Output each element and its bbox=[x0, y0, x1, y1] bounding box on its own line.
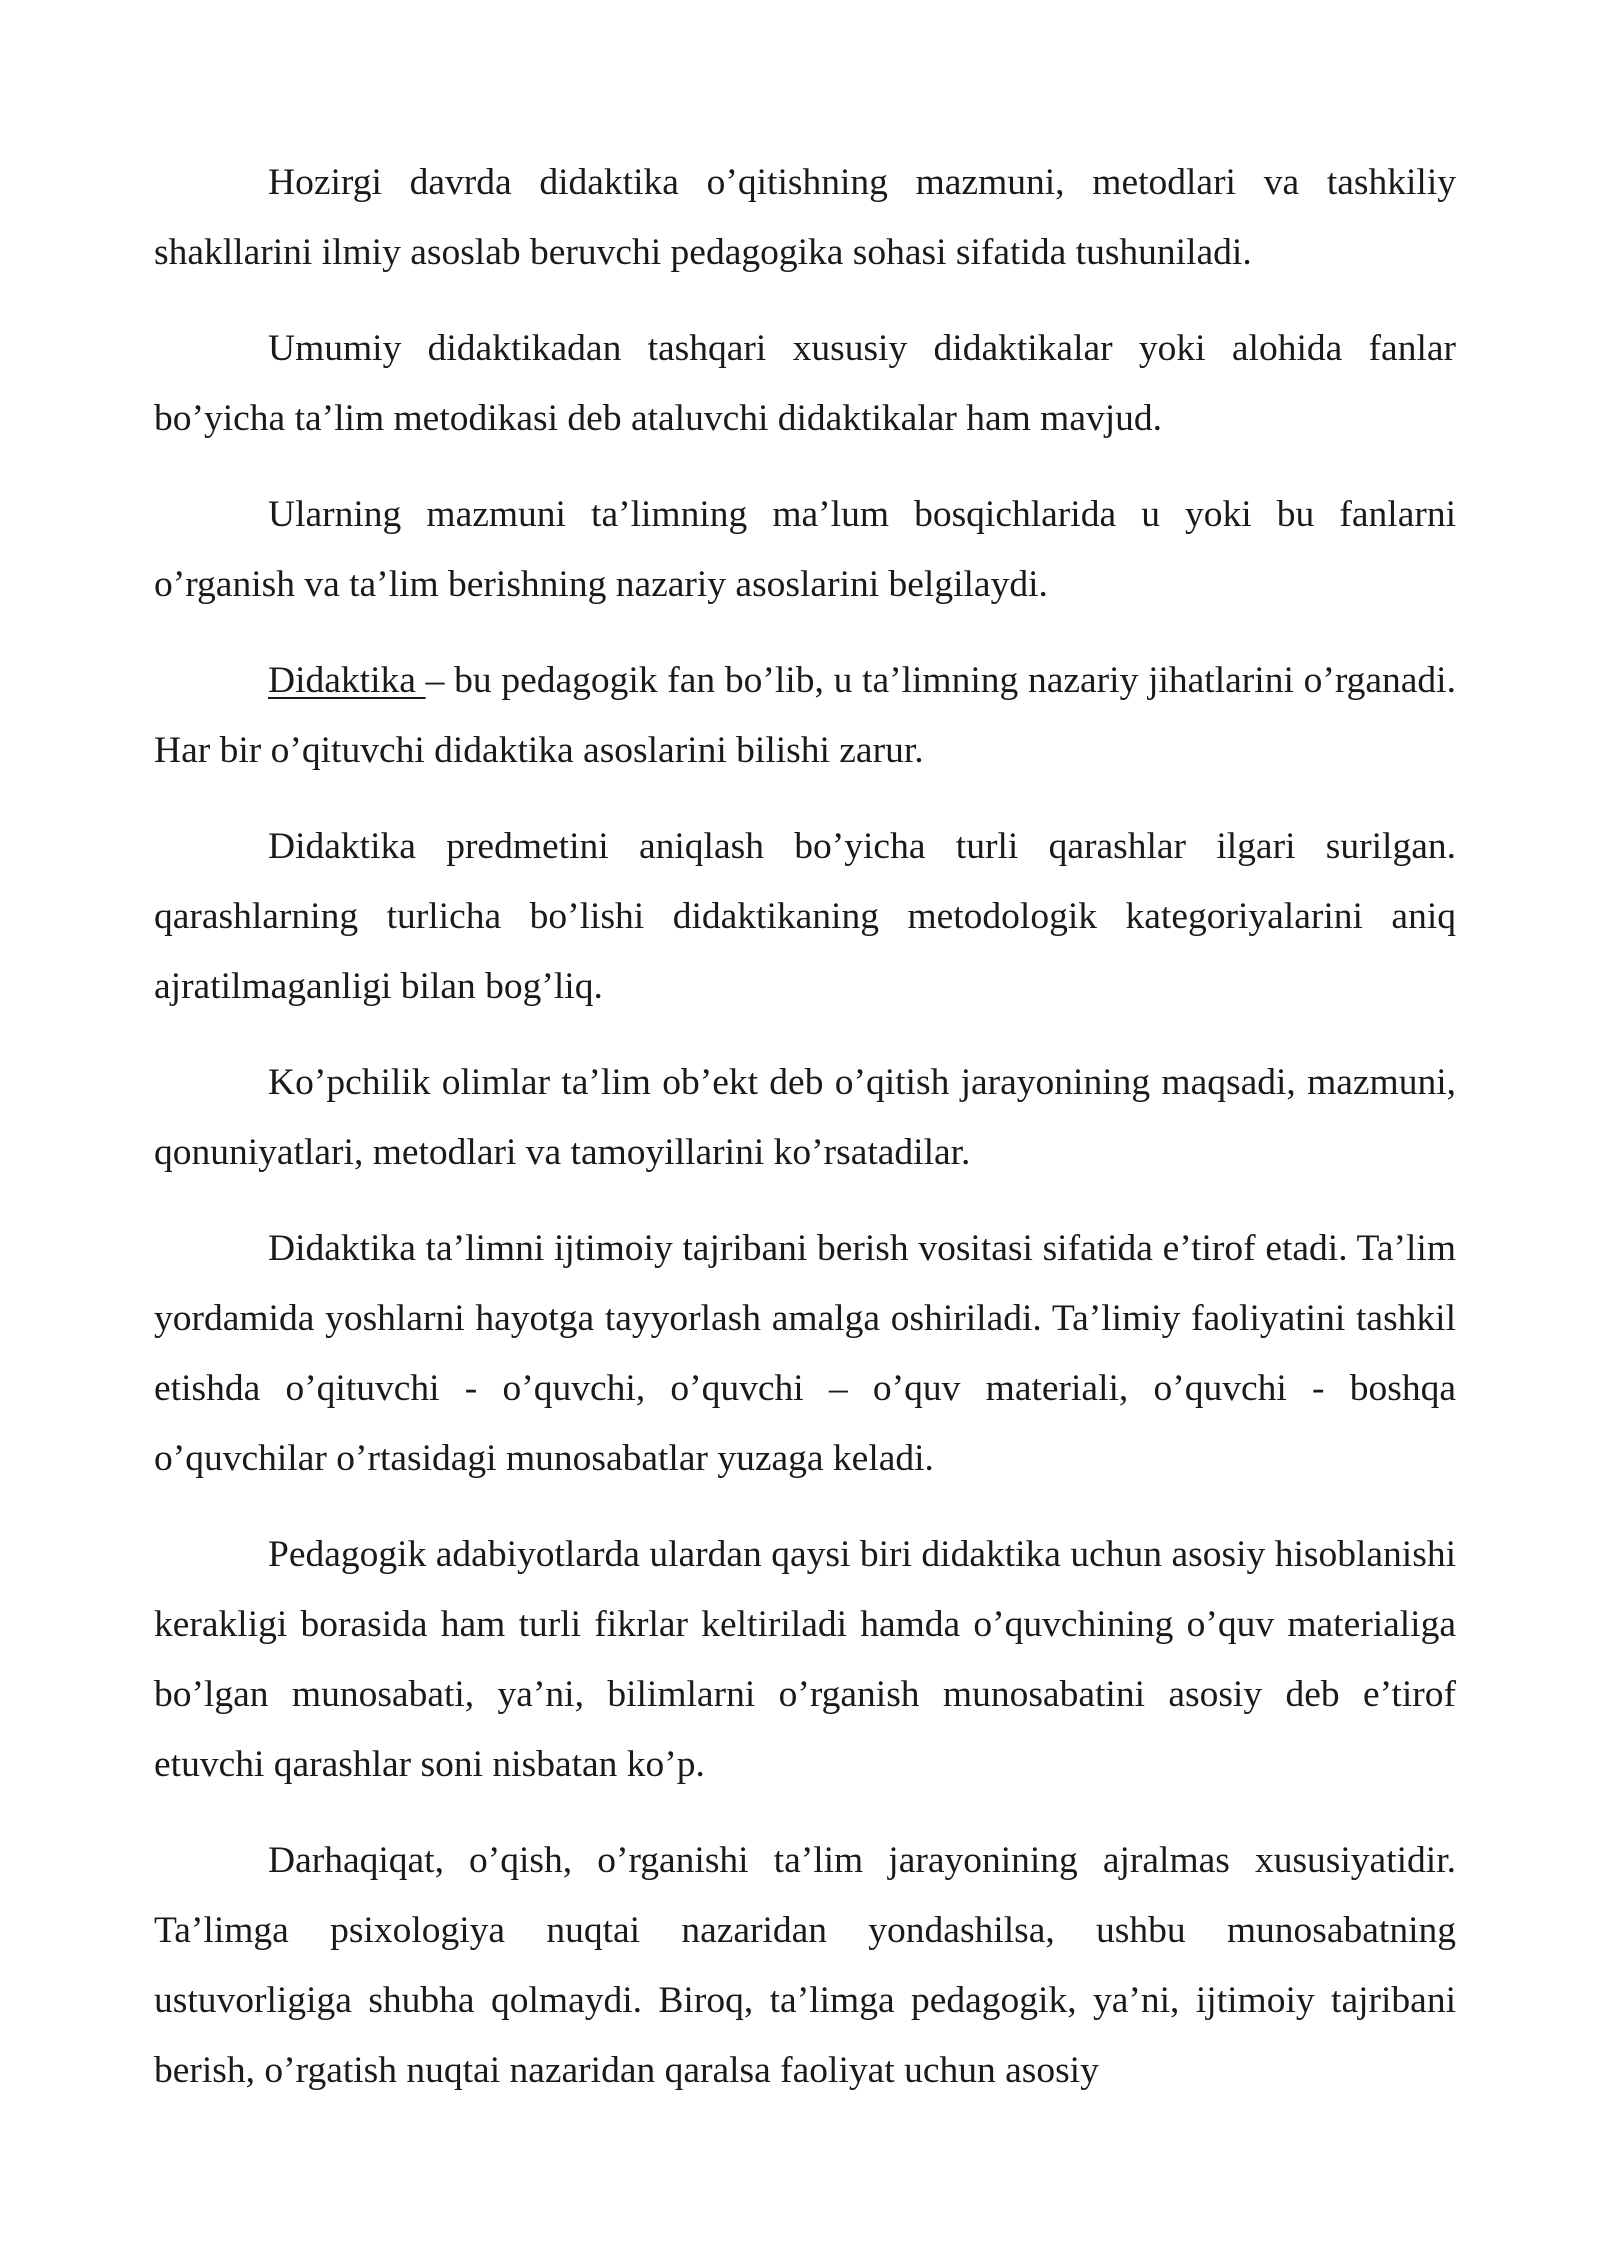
paragraph-7: Didaktika ta’limni ijtimoiy tajribani berish vositasi sifatida e’tirof etadi. Ta’lim yordamida yoshlarni hayotga tayyorlash amalga oshiriladi. Ta’limiy faoliyatini tashkil etishda o’qituvchi - o’quvchi, o’quvchi – o’quv materiali, o’quvchi - boshqa o’quvchilar o’rtasidagi munosabatlar yuzaga keladi. bbox=[154, 1228, 1456, 1479]
paragraph-5: Didaktika predmetini aniqlash bo’yicha turli qarashlar ilgari surilgan. qarashlarning turlicha bo’lishi didaktikaning metodologik kategoriyalarini aniq ajratilmaganligi bilan bog’liq. bbox=[154, 826, 1456, 1007]
definition-text: – bu pedagogik fan bo’lib, u ta’limning nazariy jihatlarini o’rganadi. Har bir o’qituvchi didaktika asoslarini bilishi zarur. bbox=[154, 660, 1456, 771]
paragraph-4-definition bbox=[154, 646, 1456, 786]
paragraph-3: Ularning mazmuni ta’limning ma’lum bosqichlarida u yoki bu fanlarni o’rganish va ta’lim berishning nazariy asoslarini belgilaydi. bbox=[154, 494, 1456, 605]
document-page bbox=[154, 148, 1456, 2106]
didaktika-term: Didaktika bbox=[268, 660, 426, 701]
paragraph-1: Hozirgi davrda didaktika o’qitishning mazmuni, metodlari va tashkiliy shakllarini ilmiy asoslab beruvchi pedagogika sohasi sifatida tushuniladi. bbox=[154, 162, 1456, 273]
paragraph-8: Pedagogik adabiyotlarda ulardan qaysi biri didaktika uchun asosiy hisoblanishi kerakligi borasida ham turli fikrlar keltiriladi hamda o’quvchining o’quv materialiga bo’lgan munosabati, ya’ni, bilimlarni o’rganish munosabatini asosiy deb e’tirof etuvchi qarashlar soni nisbatan ko’p. bbox=[154, 1534, 1456, 1785]
paragraph-9: Darhaqiqat, o’qish, o’rganishi ta’lim jarayonining ajralmas xususiyatidir. Ta’limga psixologiya nuqtai nazaridan yondashilsa, ushbu munosabatning ustuvorligiga shubha qolmaydi. Biroq, ta’limga pedagogik, ya’ni, ijtimoiy tajribani berish, o’rgatish nuqtai nazaridan qaralsa faoliyat uchun asosiy bbox=[154, 1840, 1456, 2091]
paragraph-2: Umumiy didaktikadan tashqari xususiy didaktikalar yoki alohida fanlar bo’yicha ta’lim metodikasi deb ataluvchi didaktikalar ham mavjud. bbox=[154, 328, 1456, 439]
paragraph-6: Ko’pchilik olimlar ta’lim ob’ekt deb o’qitish jarayonining maqsadi, mazmuni, qonuniyatlari, metodlari va tamoyillarini ko’rsatadilar. bbox=[154, 1062, 1456, 1173]
